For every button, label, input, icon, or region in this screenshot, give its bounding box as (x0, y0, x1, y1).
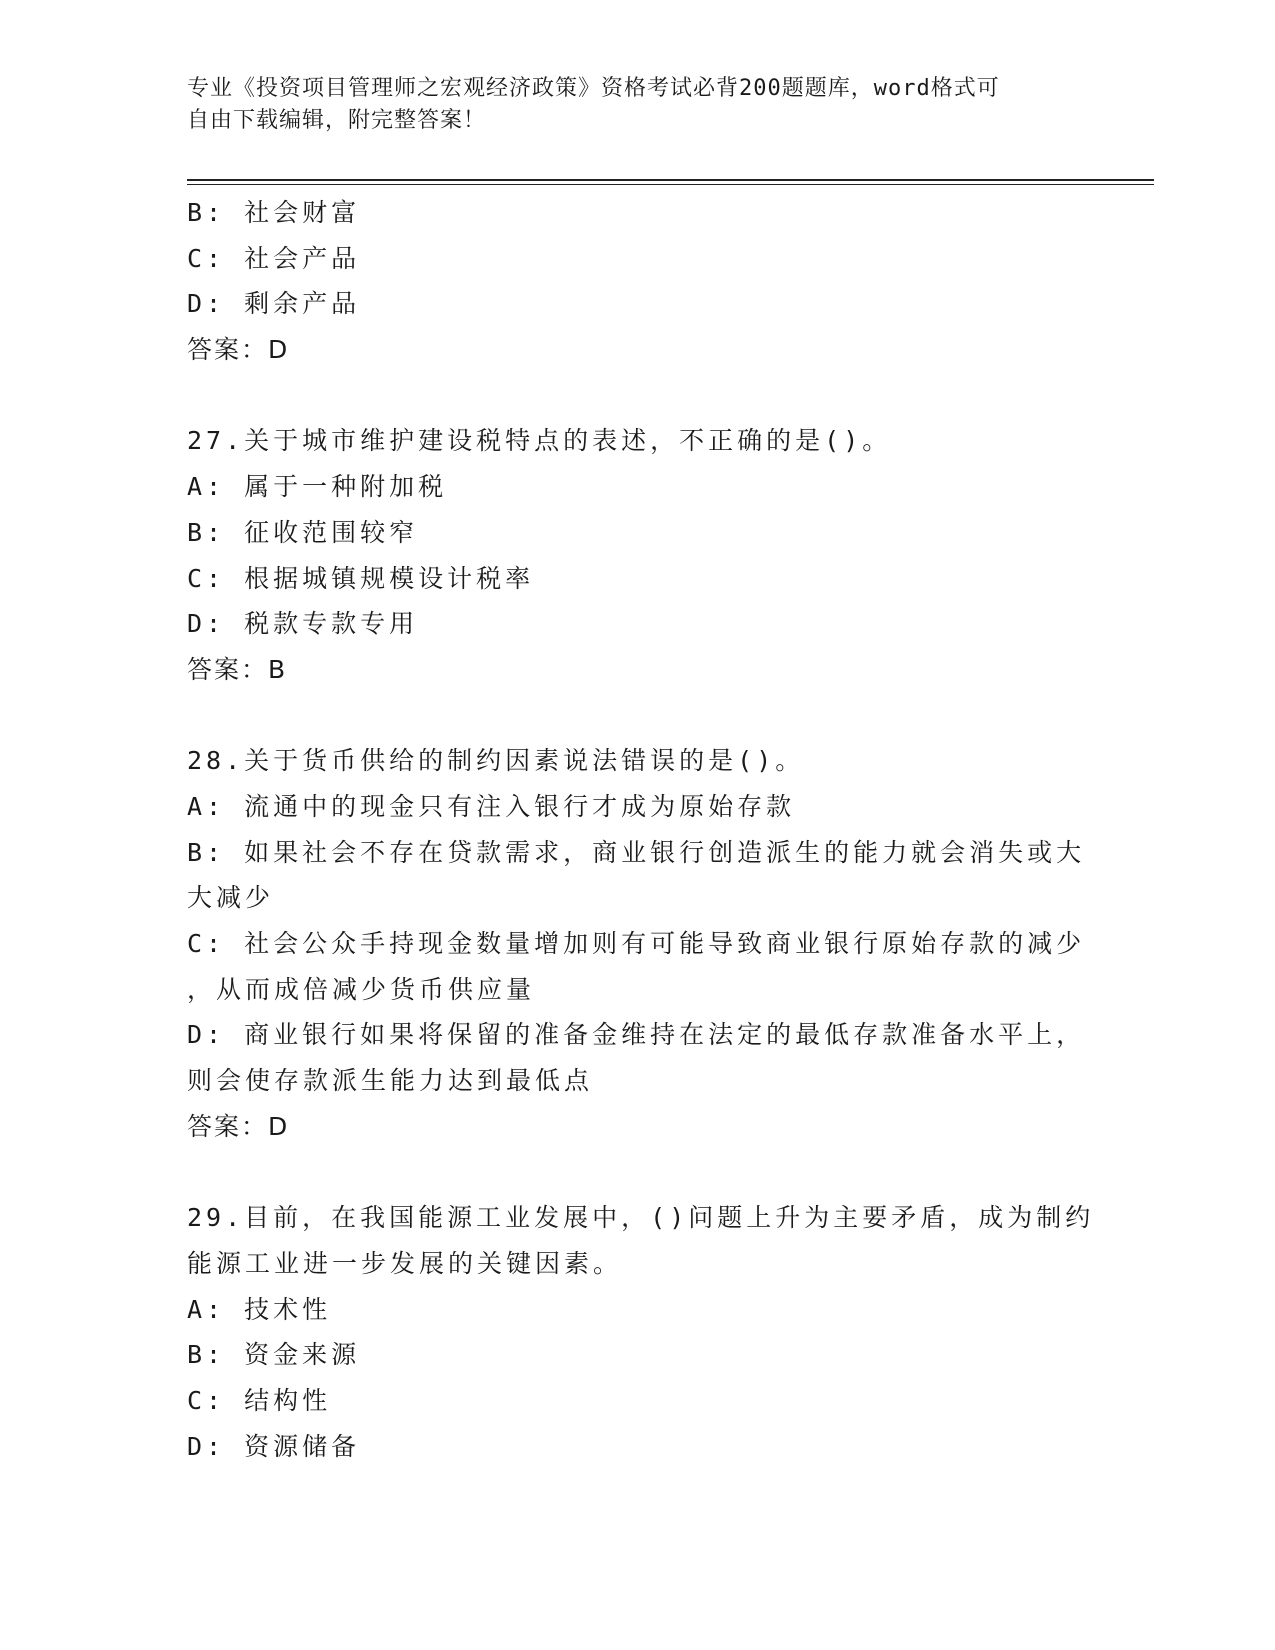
option-c-line-2: ，从而成倍减少货币供应量 (187, 974, 536, 1004)
question-text: 27.关于城市维护建设税特点的表述，不正确的是()。 (187, 426, 892, 456)
header-divider-top (187, 179, 1154, 181)
question-29 (187, 1195, 1095, 1469)
option-d: D: 税款专款专用 (187, 609, 419, 639)
option-b-line-1: B: 如果社会不存在贷款需求，商业银行创造派生的能力就会消失或大 (187, 837, 1086, 867)
answer-label: 答案：D (187, 1111, 290, 1141)
option-a: A: 技术性 (187, 1294, 332, 1324)
option-b: B: 社会财富 (187, 198, 361, 227)
option-b: B: 征收范围较窄 (187, 517, 419, 547)
option-c: C: 结构性 (187, 1385, 332, 1415)
document-header (187, 73, 1067, 137)
option-c: C: 根据城镇规模设计税率 (187, 563, 535, 593)
option-c: C: 社会产品 (187, 243, 361, 273)
option-a: A: 属于一种附加税 (187, 472, 448, 502)
question-list (187, 190, 1095, 1469)
option-c-line-1: C: 社会公众手持现金数量增加则有可能导致商业银行原始存款的减少 (187, 929, 1086, 958)
spacer (187, 693, 1087, 739)
option-a: A: 流通中的现金只有注入银行才成为原始存款 (187, 791, 796, 821)
option-d: D: 剩余产品 (187, 289, 361, 319)
header-divider-bottom (187, 184, 1154, 185)
question-27 (187, 418, 1087, 692)
option-d-line-2: 则会使存款派生能力达到最低点 (187, 1066, 594, 1096)
answer-label: 答案：D (187, 335, 290, 365)
answer-label: 答案：B (187, 654, 288, 684)
option-b: B: 资金来源 (187, 1340, 361, 1370)
option-d-line-1: D: 商业银行如果将保留的准备金维持在法定的最低存款准备水平上， (187, 1020, 1086, 1050)
header-line-2: 自由下载编辑，附完整答案！ (187, 108, 487, 133)
question-text-line-2: 能源工业进一步发展的关键因素。 (187, 1248, 623, 1278)
spacer (187, 373, 1087, 419)
question-text: 28.关于货币供给的制约因素说法错误的是()。 (187, 746, 805, 776)
option-d: D: 资源储备 (187, 1431, 361, 1461)
spacer (187, 1149, 1087, 1195)
question-26 (187, 190, 1087, 373)
header-line-1: 专业《投资项目管理师之宏观经济政策》资格考试必背200题题库，word格式可 (187, 76, 1000, 101)
question-28 (187, 738, 1087, 1149)
question-text-line-1: 29.目前，在我国能源工业发展中，()问题上升为主要矛盾，成为制约 (187, 1203, 1095, 1233)
option-b-line-2: 大减少 (187, 883, 275, 913)
